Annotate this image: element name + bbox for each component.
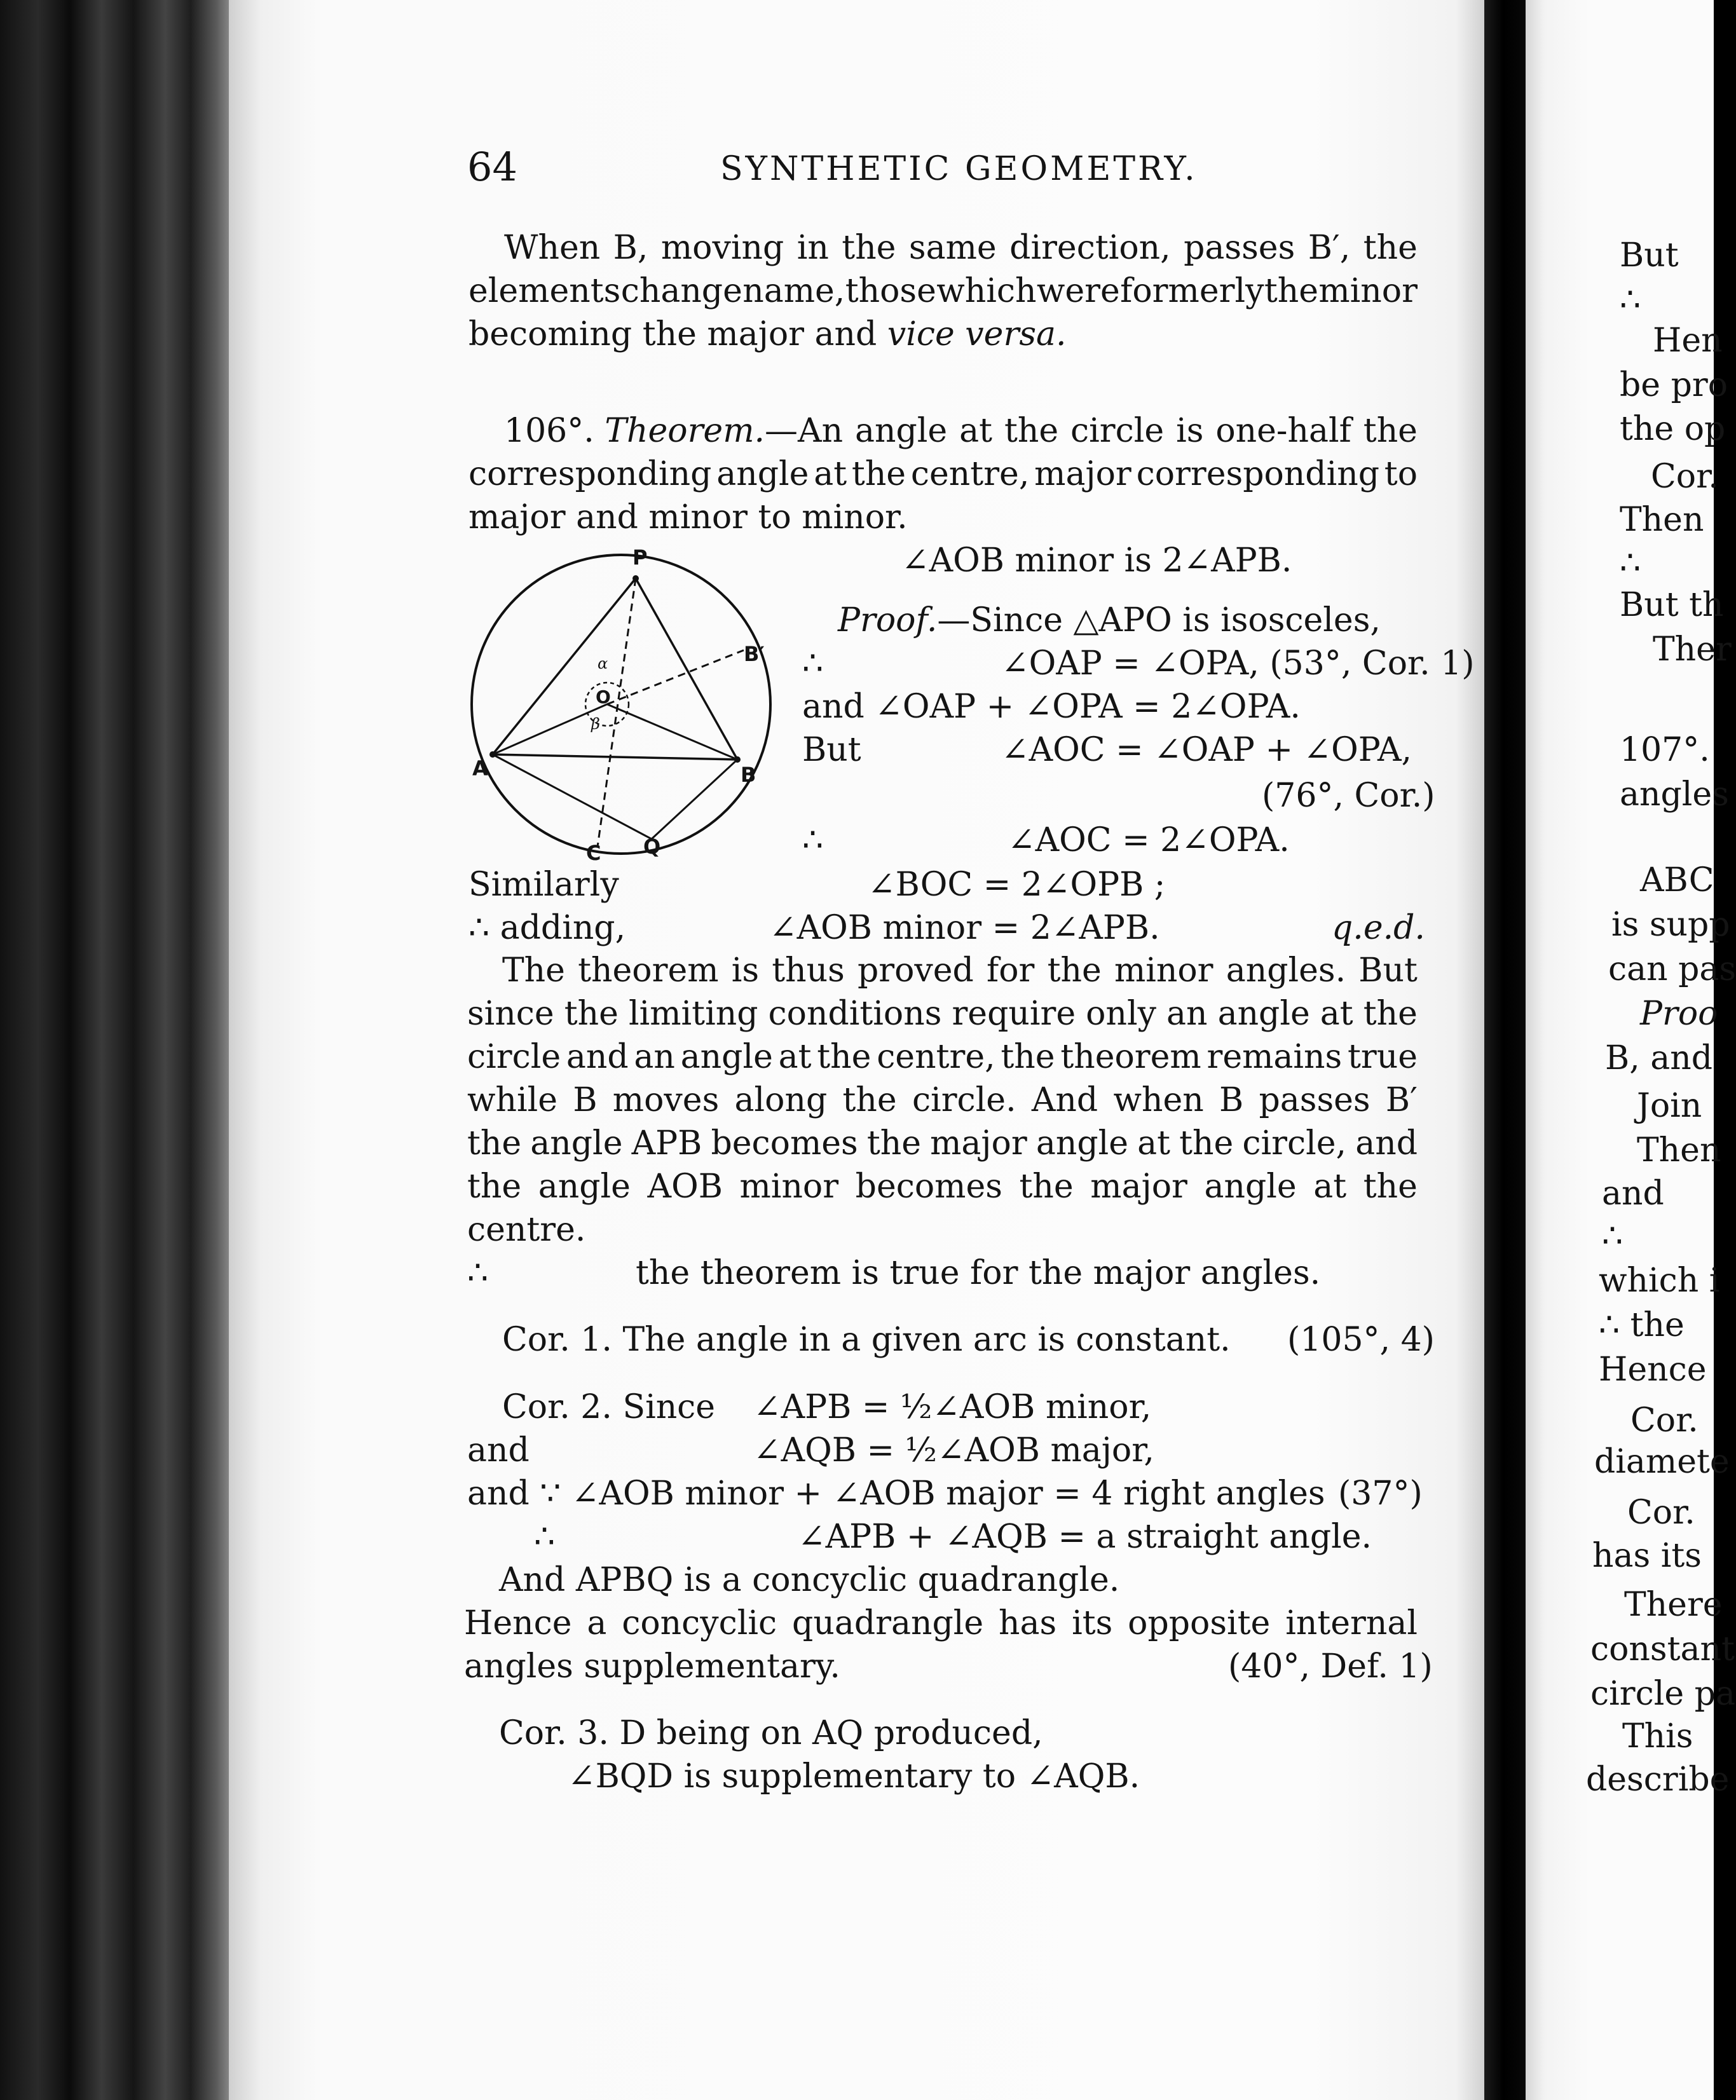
cor2-and: and <box>467 1431 530 1469</box>
facing-text: ∴ <box>1620 281 1641 319</box>
word: at <box>1313 1168 1347 1206</box>
word: the <box>851 455 906 493</box>
facing-text: B, and <box>1605 1039 1713 1077</box>
facing-text: Cor. <box>1627 1494 1695 1532</box>
word: the <box>842 229 896 267</box>
facing-text: ∴ <box>1602 1217 1623 1255</box>
facing-text: Cor. <box>1651 458 1719 496</box>
word: the <box>1001 1038 1055 1076</box>
point-p <box>632 575 639 582</box>
word: theorem <box>578 951 719 990</box>
word: only <box>1086 995 1156 1033</box>
label-c: C <box>586 841 601 865</box>
word: and <box>566 1038 629 1076</box>
facing-text: constant <box>1590 1630 1735 1668</box>
word: quadrangle <box>792 1604 984 1642</box>
word: B <box>1219 1081 1244 1119</box>
label-beta: β <box>591 715 600 733</box>
cor2-line3-ref: (37°) <box>1338 1475 1423 1513</box>
word: at <box>814 455 847 493</box>
word: the <box>1363 995 1418 1033</box>
para2-line2 <box>467 995 1418 1033</box>
facing-text: angles <box>1620 775 1729 814</box>
facing-text: can pas <box>1608 950 1736 988</box>
word: formerly <box>1120 272 1264 310</box>
word: the <box>1363 412 1418 450</box>
book-gutter <box>1484 0 1532 2100</box>
word: major <box>1034 455 1131 493</box>
word: the <box>1179 1124 1234 1162</box>
label-alpha: α <box>598 655 608 672</box>
para1-line1 <box>504 229 1418 267</box>
therefore-symbol: ∴ <box>534 1518 556 1556</box>
word: at <box>778 1038 812 1076</box>
proof-line4-ref: (76°, Cor.) <box>1262 777 1435 815</box>
para2-line7: centre. <box>467 1211 586 1249</box>
para2-line3 <box>467 1038 1418 1076</box>
cor2-label: Cor. 2. Since <box>502 1388 716 1426</box>
word: AOB <box>647 1168 723 1206</box>
word: an <box>634 1038 675 1076</box>
facing-text: is supp <box>1611 906 1730 944</box>
para2-line1 <box>502 951 1418 990</box>
line-pb <box>636 578 737 760</box>
facing-text: ∴ <box>1620 544 1641 582</box>
theorem-line2 <box>468 455 1418 493</box>
therefore-symbol: ∴ <box>802 644 824 683</box>
word: angle <box>855 412 948 450</box>
facing-text: Proo <box>1640 995 1718 1033</box>
text: becoming the major and <box>468 315 887 353</box>
word: the <box>842 1081 897 1119</box>
word: theorem <box>1060 1038 1201 1076</box>
facing-text: Cor. <box>1630 1401 1698 1440</box>
proof-line6: ∠BOC = 2∠OPB ; <box>868 866 1166 904</box>
para1-line2 <box>468 272 1418 310</box>
word: passes <box>1259 1081 1370 1119</box>
word: when <box>1113 1081 1204 1119</box>
italic-text: vice versa. <box>887 315 1067 353</box>
circle-outline <box>472 555 770 854</box>
label-a: A <box>472 756 488 781</box>
facing-text: Hen <box>1653 322 1723 360</box>
facing-text: ABC <box>1640 861 1714 899</box>
cor2-line4: ∠APB + ∠AQB = a straight angle. <box>798 1518 1372 1556</box>
line-oa <box>493 704 607 754</box>
word: true <box>1347 1038 1418 1076</box>
word: angle <box>538 1168 631 1206</box>
proof-line4: ∠AOC = ∠OAP + ∠OPA, <box>1001 731 1412 769</box>
theorem-label: Theorem. <box>605 412 765 450</box>
word: is <box>731 951 760 990</box>
word: circle, <box>1242 1124 1347 1162</box>
proof-line7: ∠AOB minor = 2∠APB. <box>769 909 1160 947</box>
proof-similarly: Similarly <box>468 866 619 904</box>
word: the <box>1363 1168 1418 1206</box>
proof-adding: ∴ adding, <box>468 909 626 947</box>
word: becomes <box>711 1124 858 1162</box>
point-b <box>734 756 741 763</box>
book-spine-binding <box>0 0 254 2100</box>
word: name, <box>742 272 845 310</box>
word: angle <box>680 1038 773 1076</box>
label-o: O <box>596 686 611 707</box>
facing-text: But th <box>1620 586 1724 624</box>
cor2-line5: And APBQ is a concyclic quadrangle. <box>499 1561 1120 1599</box>
facing-text: This <box>1622 1717 1693 1756</box>
word: to <box>1384 455 1418 493</box>
word: conditions <box>768 995 942 1033</box>
word: But <box>1358 951 1418 990</box>
cor2-expr1: ∠APB = ½∠AOB minor, <box>753 1388 1152 1426</box>
word: minor <box>1114 951 1213 990</box>
word: APB <box>631 1124 702 1162</box>
word: and <box>1355 1124 1418 1162</box>
qed-mark: q.e.d. <box>1332 909 1425 947</box>
word: the <box>564 995 619 1033</box>
word: circle. <box>912 1081 1016 1119</box>
word: concyclic <box>622 1604 777 1642</box>
word: its <box>1072 1604 1113 1642</box>
word: circle <box>467 1038 561 1076</box>
cor2-line3: and ∵ ∠AOB minor + ∠AOB major = 4 right angles <box>467 1475 1325 1513</box>
line-qb <box>652 760 737 839</box>
running-title: SYNTHETIC GEOMETRY. <box>720 150 1198 188</box>
proof-label: Proof. <box>838 601 938 639</box>
para2-line5 <box>467 1124 1418 1162</box>
word: Hence <box>464 1604 572 1642</box>
word: the <box>1019 1168 1074 1206</box>
circle-theorem-diagram <box>464 547 795 877</box>
label-p: P <box>632 545 648 569</box>
word: at <box>1320 995 1353 1033</box>
word: the <box>1047 951 1102 990</box>
word: centre, <box>910 455 1030 493</box>
word: along <box>734 1081 828 1119</box>
theorem-number: 106°. <box>504 412 594 450</box>
facing-text: Then <box>1637 1131 1721 1169</box>
cor2-line7: angles supplementary. <box>464 1647 840 1686</box>
word: the <box>1264 272 1318 310</box>
theorem-statement: ∠AOB minor is 2∠APB. <box>901 542 1292 580</box>
word: those <box>845 272 936 310</box>
label-q: Q <box>643 835 661 859</box>
word: circle <box>1070 412 1165 450</box>
word: B′, <box>1308 229 1351 267</box>
facing-text: which i <box>1599 1262 1720 1300</box>
line-ab <box>493 754 737 760</box>
word: angle <box>716 455 809 493</box>
facing-text: has its <box>1592 1537 1702 1575</box>
proof-but: But <box>802 731 861 769</box>
word: B′ <box>1385 1081 1418 1119</box>
word: change <box>620 272 742 310</box>
word: minor <box>739 1168 839 1206</box>
word: centre, <box>877 1038 995 1076</box>
word: corresponding <box>1136 455 1379 493</box>
word: were <box>1036 272 1120 310</box>
para1-line3 <box>468 315 1067 353</box>
cor3-line1: Cor. 3. D being on AQ produced, <box>499 1714 1043 1752</box>
facing-text: But <box>1620 236 1679 275</box>
word: minor <box>1318 272 1418 310</box>
cor2-line6 <box>464 1604 1418 1642</box>
word: internal <box>1285 1604 1418 1642</box>
word: passes <box>1184 229 1295 267</box>
word: proved <box>857 951 974 990</box>
theorem-heading <box>504 412 843 450</box>
cor1-ref: (105°, 4) <box>1287 1321 1435 1359</box>
word: moving <box>660 229 784 267</box>
word: becomes <box>855 1168 1002 1206</box>
cor3-line2: ∠BQD is supplementary to ∠AQB. <box>568 1757 1140 1796</box>
word: at <box>959 412 993 450</box>
word: opposite <box>1128 1604 1271 1642</box>
facing-text: Ther <box>1653 631 1732 669</box>
word: angle <box>1204 1168 1297 1206</box>
word: moves <box>612 1081 720 1119</box>
line-ap <box>493 578 636 754</box>
word: the <box>866 1124 921 1162</box>
facing-text: the op <box>1620 410 1726 448</box>
word: the <box>1004 412 1059 450</box>
word: the <box>467 1124 522 1162</box>
word: at <box>1137 1124 1171 1162</box>
word: since <box>467 995 554 1033</box>
label-b-prime: B′ <box>744 642 765 666</box>
word: an <box>1166 995 1208 1033</box>
therefore-symbol: ∴ <box>802 821 824 859</box>
proof-line1 <box>838 601 1381 639</box>
word: When <box>504 229 601 267</box>
cor1-text: Cor. 1. The angle in a given arc is constant. <box>502 1321 1231 1359</box>
facing-text: There <box>1624 1586 1723 1624</box>
facing-text: diamete <box>1594 1443 1730 1481</box>
word: the <box>817 1038 871 1076</box>
theorem-line3: major and minor to minor. <box>468 498 908 536</box>
word: major <box>1090 1168 1187 1206</box>
word: elements <box>468 272 621 310</box>
facing-text: 107°. <box>1620 731 1710 769</box>
word: same <box>908 229 997 267</box>
cor2-line7-ref: (40°, Def. 1) <box>1228 1647 1433 1686</box>
word: for <box>987 951 1035 990</box>
proof-line2: ∠OAP = ∠OPA, (53°, Cor. 1) <box>1001 644 1475 683</box>
word: angle <box>1217 995 1310 1033</box>
word: remains <box>1206 1038 1343 1076</box>
word: The <box>502 951 565 990</box>
facing-text: circle pa <box>1590 1675 1735 1713</box>
label-b: B <box>741 763 756 787</box>
proof-line3: and ∠OAP + ∠OPA = 2∠OPA. <box>802 688 1301 726</box>
text: —Since △APO is isosceles, <box>937 601 1381 639</box>
facing-text: Then <box>1620 501 1704 539</box>
word: direction, <box>1009 229 1171 267</box>
facing-text: describe <box>1586 1761 1730 1799</box>
word: B <box>573 1081 598 1119</box>
facing-text: and <box>1602 1175 1664 1213</box>
word: while <box>467 1081 558 1119</box>
word: And <box>1031 1081 1098 1119</box>
word: which <box>936 272 1037 310</box>
word: B, <box>613 229 648 267</box>
word: angle <box>1035 1124 1129 1162</box>
facing-text: Join <box>1637 1087 1702 1125</box>
para2-line4 <box>467 1081 1418 1119</box>
page-number: 64 <box>467 144 517 190</box>
facing-text: Hence <box>1599 1351 1707 1389</box>
para2-line6 <box>467 1168 1418 1206</box>
word: the <box>1363 229 1418 267</box>
word: angle <box>530 1124 623 1162</box>
word: the <box>467 1168 522 1206</box>
therefore-symbol: ∴ <box>467 1254 489 1292</box>
cor2-expr2: ∠AQB = ½∠AOB major, <box>753 1431 1154 1469</box>
word: thus <box>772 951 845 990</box>
line-aq <box>493 754 652 839</box>
word: one-half <box>1215 412 1351 450</box>
facing-text: ∴ the <box>1599 1306 1685 1344</box>
word: —An <box>765 412 844 450</box>
word: has <box>999 1604 1057 1642</box>
word: is <box>1176 412 1204 450</box>
word: in <box>796 229 829 267</box>
word: angles. <box>1226 951 1346 990</box>
facing-text: be pro <box>1620 366 1728 404</box>
proof-line5: ∠AOC = 2∠OPA. <box>1008 821 1290 859</box>
para2-line8: the theorem is true for the major angles. <box>636 1254 1321 1292</box>
word: a <box>587 1604 607 1642</box>
point-a <box>489 751 496 758</box>
theorem-line1 <box>504 412 1418 450</box>
word: major <box>930 1124 1027 1162</box>
word: limiting <box>628 995 758 1033</box>
word: require <box>952 995 1076 1033</box>
word: corresponding <box>468 455 712 493</box>
